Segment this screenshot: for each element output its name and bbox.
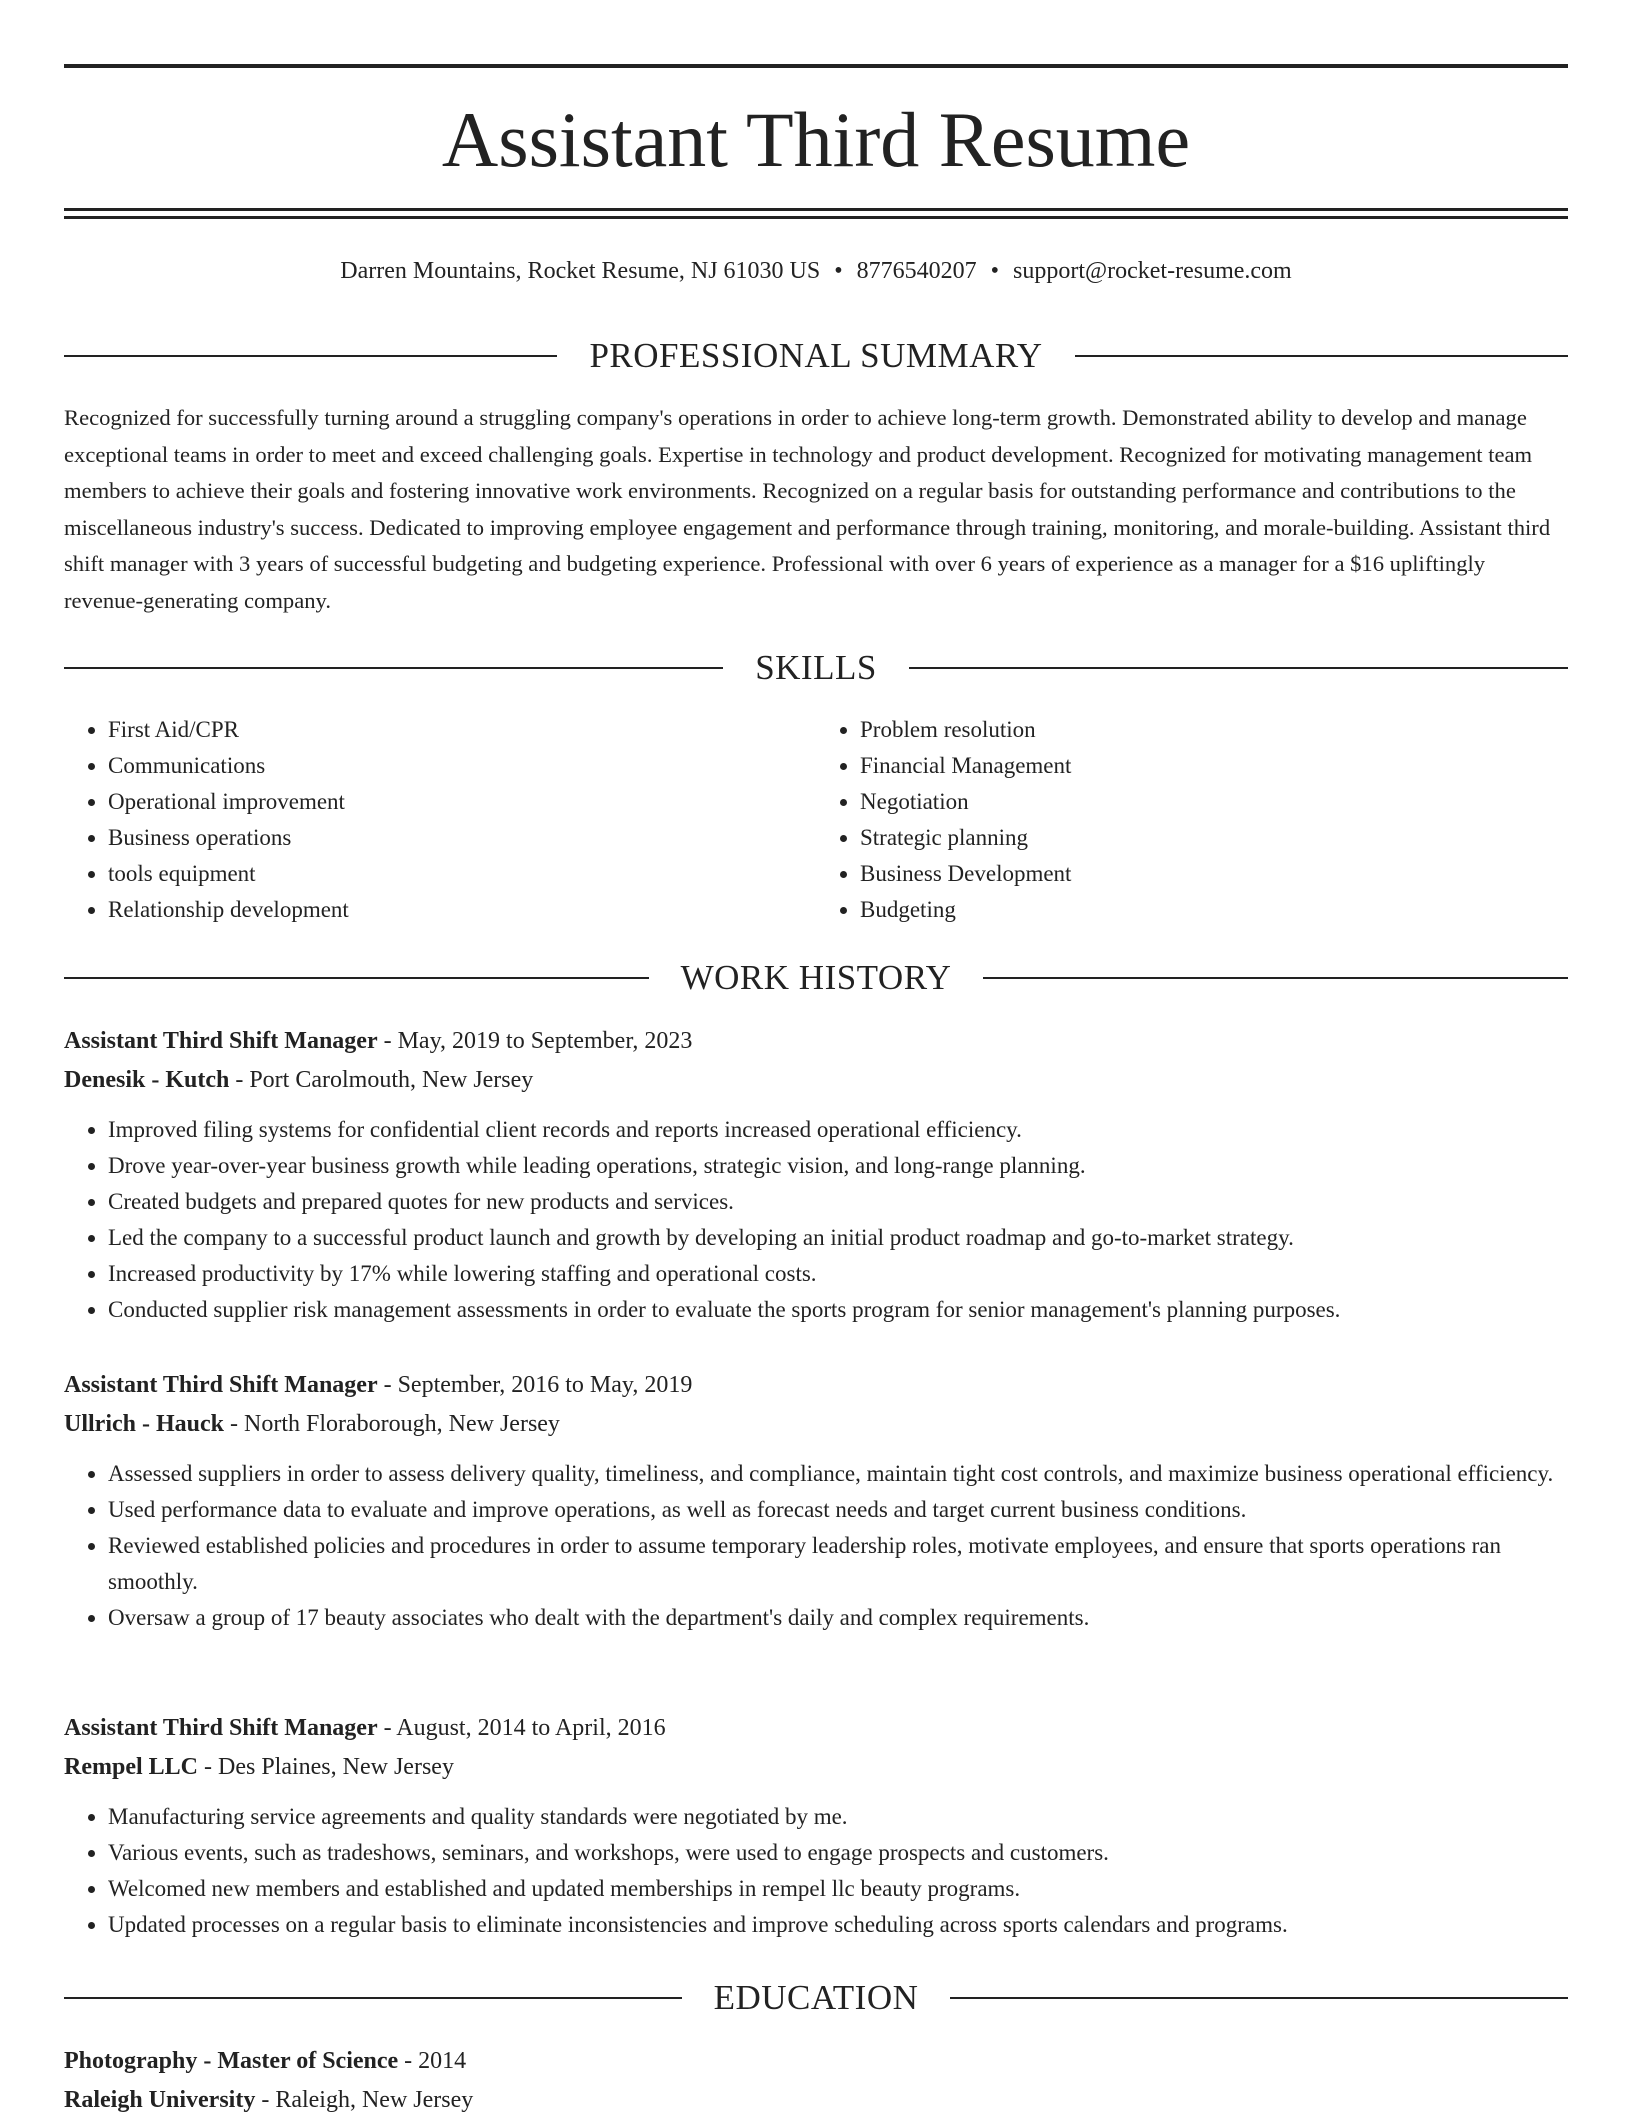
job-bullets: [64, 1112, 1568, 1328]
job-bullet: • Manufacturing service agreements and quality standards were negotiated by me.: [108, 1799, 1568, 1835]
education-heading: [64, 1978, 1568, 2018]
contact-phone: 8776540207: [856, 258, 977, 284]
heading-rule: [64, 977, 649, 979]
job-bullets: [64, 1456, 1568, 1636]
education-school: Raleigh University: [64, 2087, 256, 2113]
education-school-line: [64, 2081, 1568, 2120]
skill-item: • Communications: [108, 748, 816, 784]
skills-column-left: [64, 712, 816, 928]
job-company-line: [64, 1405, 1568, 1444]
heading-rule: [64, 355, 557, 357]
education-heading-title: EDUCATION: [713, 1978, 919, 2017]
job-bullet: • Led the company to a successful product launch and growth by developing an initial product roadmap and go-to-market strategy.: [108, 1220, 1568, 1256]
job-company: Ullrich - Hauck: [64, 1411, 224, 1437]
skill-item: • Relationship development: [108, 892, 816, 928]
skills-column-right: [816, 712, 1568, 928]
job-location: - North Floraborough, New Jersey: [224, 1411, 560, 1437]
job-location: - Port Carolmouth, New Jersey: [229, 1067, 534, 1093]
skills-heading: [64, 648, 1568, 688]
job-title-line: [64, 1709, 1568, 1748]
skills-heading-title: SKILLS: [755, 648, 877, 687]
job-bullet: • Reviewed established policies and procedures in order to assume temporary leadership roles, motivate employees, and ensure that sports operations ran smoothly.: [108, 1528, 1568, 1600]
job-bullet: • Welcomed new members and established and updated memberships in rempel llc beauty programs.: [108, 1871, 1568, 1907]
work-heading: [64, 958, 1568, 998]
job-bullet: • Created budgets and prepared quotes for new products and services.: [108, 1184, 1568, 1220]
job-entry: [64, 1709, 1568, 1943]
skill-item: • Business Development: [860, 856, 1568, 892]
skill-item: • Problem resolution: [860, 712, 1568, 748]
job-bullet: • Improved filing systems for confidential client records and reports increased operational efficiency.: [108, 1112, 1568, 1148]
job-company: Rempel LLC: [64, 1754, 198, 1780]
skill-item: • Financial Management: [860, 748, 1568, 784]
education-degree: Photography - Master of Science: [64, 2048, 399, 2074]
job-location: - Des Plaines, New Jersey: [198, 1754, 454, 1780]
education-entry: [64, 2042, 1568, 2120]
heading-rule: [64, 1997, 682, 1999]
summary-heading: [64, 336, 1568, 376]
contact-separator: •: [834, 258, 843, 284]
skill-item: • Operational improvement: [108, 784, 816, 820]
job-company: Denesik - Kutch: [64, 1067, 230, 1093]
job-dates: - May, 2019 to September, 2023: [377, 1028, 693, 1054]
job-company-line: [64, 1748, 1568, 1787]
job-dates: - August, 2014 to April, 2016: [377, 1715, 666, 1741]
skill-item: • Business operations: [108, 820, 816, 856]
skills-list: [64, 712, 1568, 928]
job-bullet: • Oversaw a group of 17 beauty associates who dealt with the department's daily and complex requirements.: [108, 1600, 1568, 1636]
heading-rule: [909, 667, 1568, 669]
job-entry: [64, 1022, 1568, 1328]
education-year: - 2014: [398, 2048, 467, 2074]
top-rule: [64, 64, 1568, 68]
job-bullet: • Various events, such as tradeshows, seminars, and workshops, were used to engage prospects and customers.: [108, 1835, 1568, 1871]
work-heading-title: WORK HISTORY: [680, 958, 952, 997]
skill-item: • First Aid/CPR: [108, 712, 816, 748]
skill-item: • Negotiation: [860, 784, 1568, 820]
skill-item: • tools equipment: [108, 856, 816, 892]
job-bullet: • Increased productivity by 17% while lowering staffing and operational costs.: [108, 1256, 1568, 1292]
job-bullet: • Drove year-over-year business growth while leading operations, strategic vision, and long-range planning.: [108, 1148, 1568, 1184]
job-title-line: [64, 1366, 1568, 1405]
skill-item: • Strategic planning: [860, 820, 1568, 856]
name-rule-upper: [64, 208, 1568, 211]
education-degree-line: [64, 2042, 1568, 2081]
heading-rule: [64, 667, 723, 669]
job-bullet: • Updated processes on a regular basis to eliminate inconsistencies and improve scheduling across sports calendars and programs.: [108, 1907, 1568, 1943]
summary-heading-title: PROFESSIONAL SUMMARY: [589, 336, 1043, 375]
job-bullet: • Assessed suppliers in order to assess delivery quality, timeliness, and compliance, maintain tight cost controls, and maximize business operational efficiency.: [108, 1456, 1568, 1492]
heading-rule: [1075, 355, 1568, 357]
skill-item: • Budgeting: [860, 892, 1568, 928]
job-bullet: • Used performance data to evaluate and improve operations, as well as forecast needs and target current business conditions.: [108, 1492, 1568, 1528]
job-bullet: • Conducted supplier risk management assessments in order to evaluate the sports program for senior management's planning purposes.: [108, 1292, 1568, 1328]
heading-rule: [950, 1997, 1568, 1999]
heading-rule: [983, 977, 1568, 979]
job-bullets: [64, 1799, 1568, 1943]
resume-name: Assistant Third Resume: [441, 96, 1191, 183]
contact-email: support@rocket-resume.com: [1013, 258, 1292, 284]
summary-text: Recognized for successfully turning around a struggling company's operations in order to achieve long-term growth. Demonstrated ability to develop and manage exceptional teams in order to meet and exceed challenging goals. Expertise in technology and product development. Recognized for motivating management team members to achieve their goals and fostering innovative work environments. Recognized on a regular basis for outstanding performance and contributions to the miscellaneous industry's success. Dedicated to improving employee engagement and performance through training, monitoring, and morale-building. Assistant third shift manager with 3 years of successful budgeting and budgeting experience. Professional with over 6 years of experience as a manager for a $16 upliftingly revenue-generating company.: [64, 405, 1551, 613]
job-dates: - September, 2016 to May, 2019: [377, 1372, 693, 1398]
job-title: Assistant Third Shift Manager: [64, 1715, 378, 1741]
contact-address: Darren Mountains, Rocket Resume, NJ 61030 US: [340, 258, 821, 284]
name-rule-lower: [64, 216, 1568, 219]
job-title-line: [64, 1022, 1568, 1061]
job-company-line: [64, 1061, 1568, 1100]
job-entry: [64, 1366, 1568, 1636]
education-location: - Raleigh, New Jersey: [255, 2087, 474, 2113]
job-title: Assistant Third Shift Manager: [64, 1028, 378, 1054]
contact-separator: •: [990, 258, 1000, 284]
job-title: Assistant Third Shift Manager: [64, 1372, 378, 1398]
contact-line: [64, 254, 1568, 288]
